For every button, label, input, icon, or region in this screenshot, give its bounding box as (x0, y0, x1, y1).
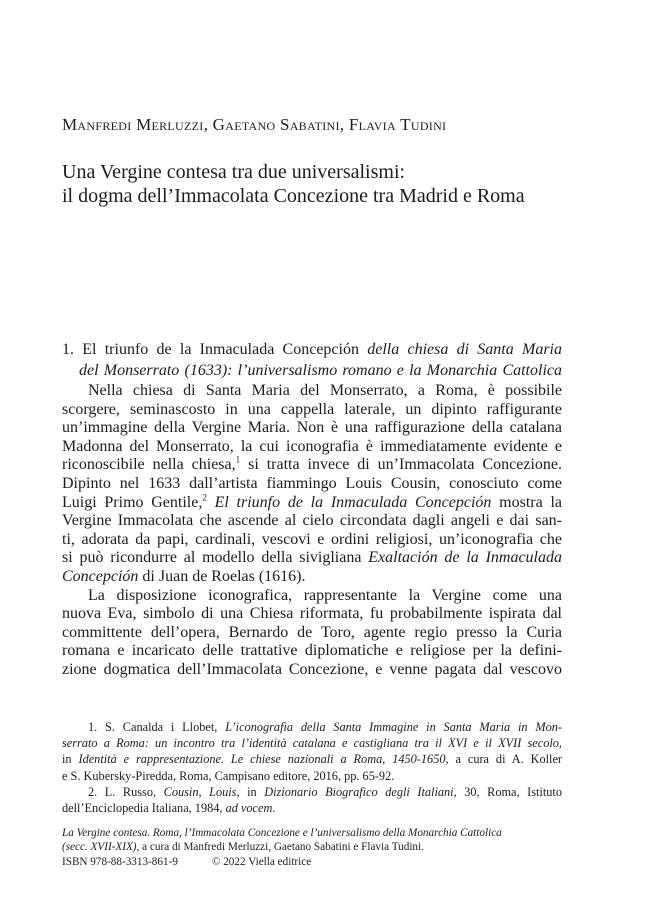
section-heading (62, 339, 562, 381)
footer-italic: (secc. XVII-XIX) (62, 841, 137, 854)
chapter-title (62, 160, 602, 208)
footnote-text: , a cura di A. Koller (445, 752, 563, 767)
artwork-title: Exaltación de la Inmaculada (368, 549, 563, 567)
footnote-text: 1. S. Canalda i Llobet, (88, 720, 226, 734)
footnote-text: , in (236, 784, 265, 799)
footnote-text: . (272, 801, 276, 816)
body-line (62, 549, 562, 568)
section-heading-italic-2: del Monserrato (1633): l’universalismo romano e la Monarchia Cattolica (79, 362, 562, 379)
footnote-italic: Dizionario Biografico degli Italiani (264, 784, 454, 799)
footnote-ref-1[interactable]: 1 (235, 455, 241, 466)
body-line: Nella chiesa di Santa Maria del Monserrato, a Roma, è possibile (88, 382, 562, 399)
footnote-ref-2[interactable]: 2 (202, 492, 207, 503)
footer-line (62, 855, 562, 869)
footnote-text: dell’Enciclopedia Italiana, 1984, (62, 801, 226, 816)
footer-line (62, 840, 562, 854)
body-text-span: mostra la (491, 493, 562, 511)
footnotes (62, 719, 562, 816)
footnote-italic: Cousin, Louis (163, 784, 237, 799)
artwork-title: El triunfo de la Inmaculada Concepción (206, 493, 492, 511)
footnote-text: in (62, 752, 79, 767)
footnote-text: , (558, 736, 562, 751)
section-heading-line-1 (62, 339, 562, 360)
body-line: scorgere, seminascosto in una cappella laterale, un dipinto raffigurante (62, 400, 562, 418)
copyright: © 2022 Viella editrice (211, 855, 312, 868)
body-line: zione dogmatica dell’Immacolata Concezione, e venne pagata dal vescovo (62, 660, 562, 678)
body-text-span: di Juan de Roelas (1616). (138, 567, 306, 585)
body-line: Madonna del Monserrato, la cui iconografia è immediatamente evidente e (62, 437, 562, 455)
footnote-2-line (62, 784, 562, 800)
footnote-italic: Identità e rappresentazione. Le chiese nazionali a Roma, 1450-1650 (78, 752, 446, 767)
body-line: La disposizione iconografica, rappresentante la Vergine come una (88, 586, 562, 604)
body-line: Dipinto nel 1633 dall’artista fiammingo Louis Cousin, conosciuto come (62, 474, 562, 492)
section-number: 1. (62, 341, 74, 358)
footnote-italic: ad vocem (225, 801, 273, 816)
section-heading-line-2 (62, 360, 562, 381)
body-text-span: Luigi Primo Gentile, (62, 493, 203, 511)
publication-footer (62, 826, 562, 869)
artwork-title: Concepción (62, 567, 139, 585)
footnote-1-line (62, 719, 562, 735)
body-text (62, 382, 562, 680)
section-heading-roman: El triunfo de la Inmaculada Concepción (74, 341, 368, 358)
body-line (62, 494, 562, 513)
footer-italic: La Vergine contesa. Roma, l’Immacolata Concezione e l’universalismo della Monarchia Cattolica (62, 827, 502, 839)
body-line: un’immagine della Vergine Maria. Non è una raffigurazione della catalana (62, 419, 562, 437)
isbn: ISBN 978-88-3313-861-9 (62, 855, 178, 868)
footnote-2-line (62, 800, 562, 816)
body-line (62, 568, 562, 587)
footnote-italic: L’iconografia della Santa Immagine in Santa Maria in Mon- (225, 720, 563, 734)
body-line: Vergine Immacolata che ascende al cielo circondata dagli angeli e dai san- (62, 512, 562, 530)
footnote-1-line (62, 751, 562, 767)
section-heading-italic-1: della chiesa di Santa Maria (367, 341, 562, 358)
footnote-1-line (62, 735, 562, 751)
body-text-span: si tratta invece di un’Immacolata Concezione. (240, 456, 562, 474)
footnote-text: 2. L. Russo, (88, 784, 164, 799)
body-text-span: riconoscibile nella chiesa, (62, 456, 236, 474)
footnote-1-line: e S. Kubersky-Piredda, Roma, Campisano editore, 2016, pp. 65-92. (62, 768, 395, 783)
chapter-title-line-1: Una Vergine contesa tra due universalismi: (62, 161, 406, 183)
chapter-authors: Manfredi Merluzzi, Gaetano Sabatini, Flavia Tudini (62, 115, 447, 134)
body-line (62, 456, 562, 475)
body-text-span: si può ricondurre al modello della sivigliana (62, 549, 369, 567)
footer-line (62, 826, 562, 840)
footnote-italic: serrato a Roma: un incontro tra l’identità catalana e castigliana tra il XVI e il XVII secolo (62, 736, 559, 751)
body-line: nuova Eva, simbolo di una Chiesa riformata, fu probabilmente ispirata dal (62, 605, 562, 623)
chapter-title-line-2: il dogma dell’Immacolata Concezione tra Madrid e Roma (62, 185, 525, 207)
footnote-text: , 30, Roma, Istituto (453, 784, 562, 799)
body-line: ti, adorata da papi, cardinali, vescovi e ordini religiosi, un’iconografia che (62, 530, 562, 548)
body-line: committente dell’opera, Bernardo de Toro, agente regio presso la Curia (62, 623, 562, 641)
body-line: romana e incaricato delle trattative diplomatiche e religiose per la defini- (62, 642, 562, 660)
footer-text: , a cura di Manfredi Merluzzi, Gaetano Sabatini e Flavia Tudini. (136, 841, 424, 854)
